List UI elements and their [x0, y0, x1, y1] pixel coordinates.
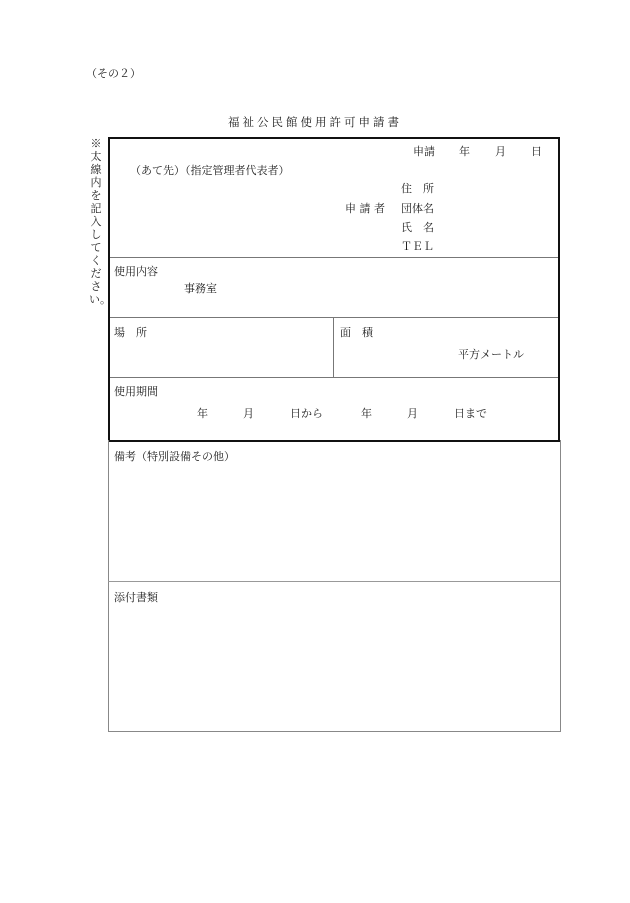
divider-place: [110, 377, 558, 378]
area-label: 面 積: [340, 326, 373, 339]
addressee: （あて先）（指定管理者代表者）: [130, 164, 290, 177]
place-label: 場 所: [114, 326, 147, 339]
applicant-label: 申 請 者: [345, 202, 385, 215]
remarks-label: 備考（特別設備その他）: [114, 450, 235, 463]
apply-year-label: 年: [459, 145, 470, 158]
apply-month-label: 月: [495, 145, 506, 158]
address-label: 住 所: [401, 182, 434, 195]
divider-place-area: [333, 318, 334, 377]
divider-remarks: [108, 581, 560, 582]
form-title: 福祉公民館使用許可申請書: [228, 115, 402, 129]
name-label: 氏 名: [401, 221, 434, 234]
usage-value: 事務室: [184, 282, 217, 295]
period-from-day: 日から: [290, 407, 323, 420]
group-name-label: 団体名: [401, 202, 434, 215]
period-from-year: 年: [197, 407, 208, 420]
apply-label: 申請: [413, 145, 435, 158]
required-fields-box: [108, 137, 560, 442]
area-unit: 平方メートル: [458, 348, 524, 361]
period-to-month: 月: [407, 407, 418, 420]
tel-label: ＴＥＬ: [401, 240, 434, 253]
side-note: ※太線内を記入してください。: [89, 137, 111, 306]
period-label: 使用期間: [114, 385, 158, 398]
attachments-label: 添付書類: [114, 591, 158, 604]
divider-header: [110, 257, 558, 258]
optional-fields-box: [108, 440, 561, 732]
usage-label: 使用内容: [114, 265, 158, 278]
period-to-day: 日まで: [454, 407, 487, 420]
page-label: （その２）: [86, 67, 141, 80]
divider-usage: [110, 317, 558, 318]
period-from-month: 月: [243, 407, 254, 420]
period-to-year: 年: [361, 407, 372, 420]
apply-day-label: 日: [531, 145, 542, 158]
